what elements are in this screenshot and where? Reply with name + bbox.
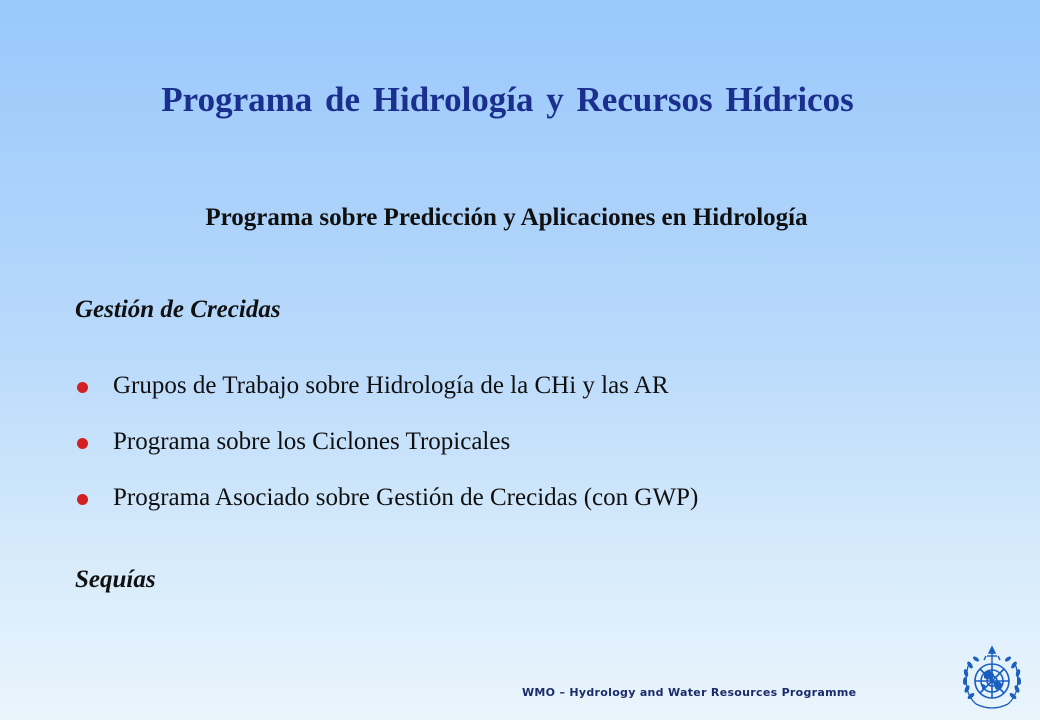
bullet-dot-icon bbox=[77, 438, 88, 449]
bullet-dot-icon bbox=[77, 382, 88, 393]
bullet-list bbox=[75, 372, 698, 540]
section-heading-droughts: Sequías bbox=[75, 566, 156, 593]
bullet-item bbox=[75, 372, 698, 428]
section-heading-flood-management: Gestión de Crecidas bbox=[75, 296, 281, 323]
bullet-item bbox=[75, 484, 698, 540]
footer-text: WMO – Hydrology and Water Resources Programme bbox=[522, 686, 857, 699]
slide-title: Programa de Hidrología y Recursos Hídricos bbox=[161, 80, 854, 119]
bullet-text: Programa Asociado sobre Gestión de Crecidas (con GWP) bbox=[113, 484, 699, 511]
wmo-emblem-icon bbox=[954, 644, 1030, 714]
slide-subtitle: Programa sobre Predicción y Aplicaciones en Hidrología bbox=[205, 204, 808, 231]
bullet-dot-icon bbox=[77, 494, 88, 505]
bullet-text: Programa sobre los Ciclones Tropicales bbox=[113, 428, 511, 455]
bullet-text: Grupos de Trabajo sobre Hidrología de la CHi y las AR bbox=[113, 372, 669, 399]
bullet-item bbox=[75, 428, 698, 484]
